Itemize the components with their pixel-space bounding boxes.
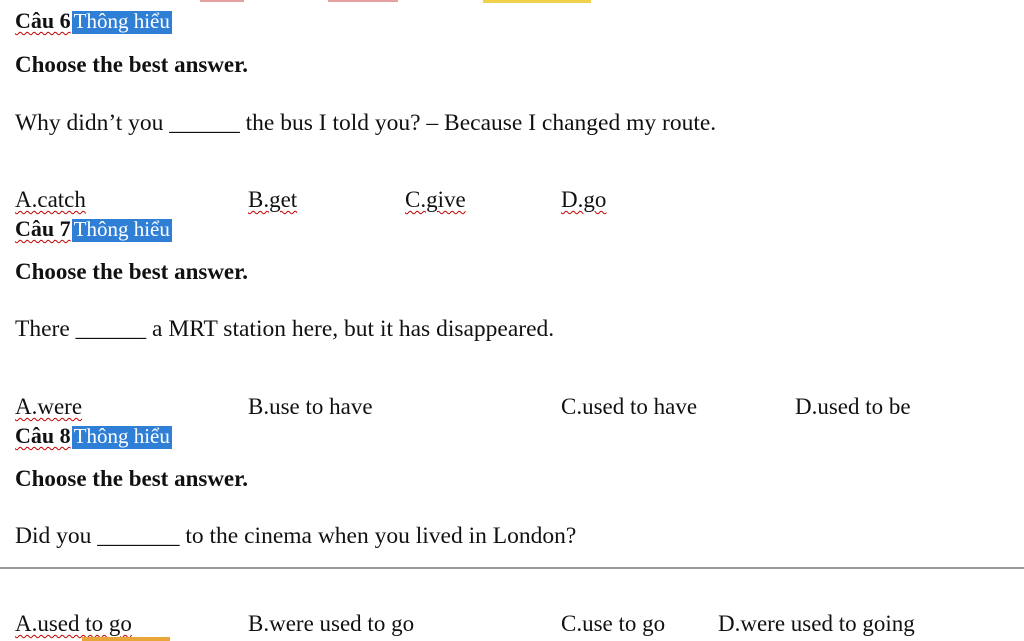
question-6-level-badge: Thông hiểu bbox=[73, 9, 170, 33]
question-7-option-c[interactable]: C.used to have bbox=[561, 394, 698, 419]
question-8-header bbox=[15, 425, 172, 449]
question-8-option-c[interactable]: C.use to go bbox=[561, 611, 666, 636]
question-7-text: There ______ a MRT station here, but it has disappeared. bbox=[15, 316, 555, 342]
top-squiggle-mark-2 bbox=[328, 0, 398, 2]
question-8-option-a[interactable]: A.used to go bbox=[15, 611, 132, 636]
question-7-instruction: Choose the best answer. bbox=[15, 259, 248, 284]
top-highlight-mark bbox=[483, 0, 591, 3]
question-6-label: Câu 6 bbox=[15, 8, 71, 33]
question-6-option-a[interactable]: A.catch bbox=[15, 187, 86, 212]
question-6-header bbox=[15, 10, 172, 34]
question-8-option-b[interactable]: B.were used to go bbox=[248, 611, 415, 636]
question-8-option-d[interactable]: D.were used to going bbox=[718, 611, 915, 636]
question-8-level-badge: Thông hiểu bbox=[73, 424, 170, 448]
question-6-text: Why didn’t you ______ the bus I told you? – Because I changed my route. bbox=[15, 110, 717, 136]
page-divider bbox=[0, 567, 1024, 569]
question-7-header bbox=[15, 218, 172, 242]
question-8-instruction: Choose the best answer. bbox=[15, 466, 248, 491]
question-8-text: Did you _______ to the cinema when you lived in London? bbox=[15, 523, 577, 549]
question-6-instruction: Choose the best answer. bbox=[15, 52, 248, 77]
bottom-highlight-mark bbox=[82, 637, 170, 641]
question-8-label: Câu 8 bbox=[15, 423, 71, 448]
top-squiggle-mark-1 bbox=[200, 0, 244, 2]
question-7-option-a[interactable]: A.were bbox=[15, 394, 83, 419]
question-7-level-badge: Thông hiểu bbox=[73, 217, 170, 241]
question-7-label: Câu 7 bbox=[15, 216, 71, 241]
question-6-option-c[interactable]: C.give bbox=[405, 187, 466, 212]
question-7-option-d[interactable]: D.used to be bbox=[795, 394, 911, 419]
question-6-option-b[interactable]: B.get bbox=[248, 187, 298, 212]
question-7-option-b[interactable]: B.use to have bbox=[248, 394, 373, 419]
question-6-option-d[interactable]: D.go bbox=[561, 187, 607, 212]
